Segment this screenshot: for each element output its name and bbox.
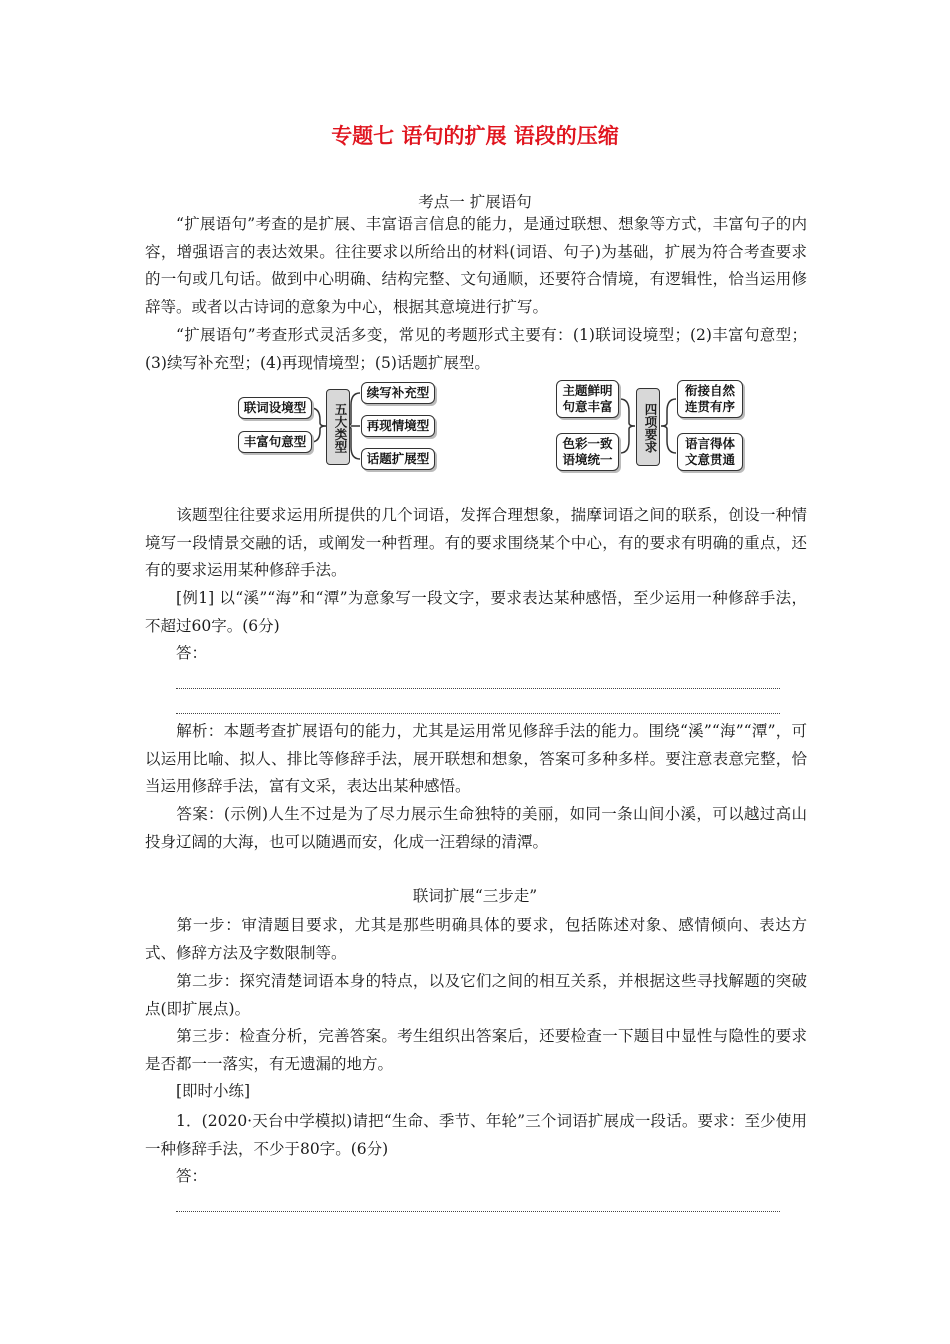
diagram-right-input-2-line2: 语境统一 (562, 452, 613, 467)
diagram-right-input-1-line2: 句意丰富 (562, 399, 613, 414)
paragraph-type-desc (145, 502, 807, 585)
diagram-right-input-1 (556, 380, 619, 418)
types-requirements-diagram (230, 375, 750, 475)
answer-example-text: 答案：(示例)人生不过是为了尽力展示生命独特的美丽，如同一条山间小溪，可以越过高山投身辽阔的大海，也可以随遇而安，化成一汪碧绿的清潭。 (145, 805, 807, 851)
answer-label-1 (145, 640, 807, 668)
diagram-left-center: 五大类型 (326, 389, 350, 465)
answer-example (145, 801, 807, 856)
diagram-right-output-2-line1: 语言得体 (684, 436, 735, 451)
diagram-right-input-2 (556, 433, 619, 471)
answer-line-1[interactable] (176, 688, 780, 689)
step-2 (145, 968, 807, 1023)
paragraph-intro-text: “扩展语句”考查的是扩展、丰富语言信息的能力，是通过联想、想象等方式，丰富句子的内容，增强语言的表达效果。往往要求以所给出的材料(词语、句子)为基础，扩展为符合考查要求的一句或几句话。做到中心明确、结构完整、文句通顺，还要符合情境，有逻辑性，恰当运用修辞等。或者以古诗词的意象为中心，根据其意境进行扩写。 (145, 215, 807, 316)
step-1 (145, 912, 807, 967)
paragraph-type-desc-text: 该题型往往要求运用所提供的几个词语，发挥合理想象，揣摩词语之间的联系，创设一种情境写一段情景交融的话，或阐发一种哲理。有的要求围绕某个中心，有的要求有明确的重点，还有的要求运用某种修辞手法。 (145, 506, 807, 579)
example-1 (145, 585, 807, 640)
answer-label-1-text: 答： (176, 644, 208, 662)
diagram-left-output-1: 续写补充型 (361, 382, 435, 404)
diagram-right-input-2-line1: 色彩一致 (562, 436, 613, 451)
diagram-right-output-1-line2: 连贯有序 (684, 399, 735, 414)
diagram-right-center: 四项要求 (636, 388, 660, 466)
diagram-left-input-2: 丰富句意型 (238, 431, 312, 453)
diagram-right-output-1 (677, 380, 743, 418)
section-heading-2: 联词扩展“三步走” (412, 887, 538, 905)
paragraph-intro (145, 211, 807, 321)
question-1 (145, 1108, 807, 1163)
paragraph-forms (145, 322, 807, 377)
step-1-text: 第一步：审清题目要求，尤其是那些明确具体的要求，包括陈述对象、感情倾向、表达方式、修辞方法及字数限制等。 (145, 916, 807, 962)
diagram-left-output-3: 话题扩展型 (361, 448, 435, 470)
answer-label-2-text: 答： (176, 1167, 208, 1185)
analysis-text: 解析：本题考查扩展语句的能力，尤其是运用常见修辞手法的能力。围绕“溪”“海”“潭”，可以运用比喻、拟人、排比等修辞手法，展开联想和想象，答案可多种多样。要注意表意完整，恰当运用修辞手法，富有文采，表达出某种感悟。 (145, 722, 807, 795)
diagram-left-input-1: 联词设境型 (238, 397, 312, 419)
diagram-right-output-1-line1: 衔接自然 (684, 383, 735, 398)
practice-label-text: [即时小练] (176, 1082, 251, 1100)
diagram-left-output-2: 再现情境型 (361, 415, 435, 437)
diagram-right-output-2 (677, 433, 743, 471)
answer-line-3[interactable] (176, 1211, 780, 1212)
step-2-text: 第二步：探究清楚词语本身的特点，以及它们之间的相互关系，并根据这些寻找解题的突破点(即扩展点)。 (145, 972, 807, 1018)
diagram-connectors (230, 375, 750, 475)
answer-line-2[interactable] (176, 713, 780, 714)
section-heading-1: 考点一 扩展语句 (418, 193, 532, 211)
answer-label-2 (145, 1163, 807, 1191)
analysis (145, 718, 807, 801)
practice-label (145, 1078, 807, 1106)
question-1-text: 1．(2020·天台中学模拟)请把“生命、季节、年轮”三个词语扩展成一段话。要求：至少使用一种修辞手法，不少于80字。(6分) (145, 1112, 807, 1158)
page-title: 专题七 语句的扩展 语段的压缩 (331, 124, 619, 148)
diagram-right-output-2-line2: 文意贯通 (684, 452, 735, 467)
paragraph-forms-text: “扩展语句”考查形式灵活多变，常见的考题形式主要有：(1)联词设境型；(2)丰富句意型；(3)续写补充型；(4)再现情境型；(5)话题扩展型。 (145, 326, 807, 372)
diagram-right-input-1-line1: 主题鲜明 (562, 383, 613, 398)
step-3-text: 第三步：检查分析，完善答案。考生组织出答案后，还要检查一下题目中显性与隐性的要求是否都一一落实，有无遗漏的地方。 (145, 1027, 807, 1073)
step-3 (145, 1023, 807, 1078)
example-1-text: [例1] 以“溪”“海”和“潭”为意象写一段文字，要求表达某种感悟，至少运用一种修辞手法，不超过60字。(6分) (145, 589, 807, 635)
